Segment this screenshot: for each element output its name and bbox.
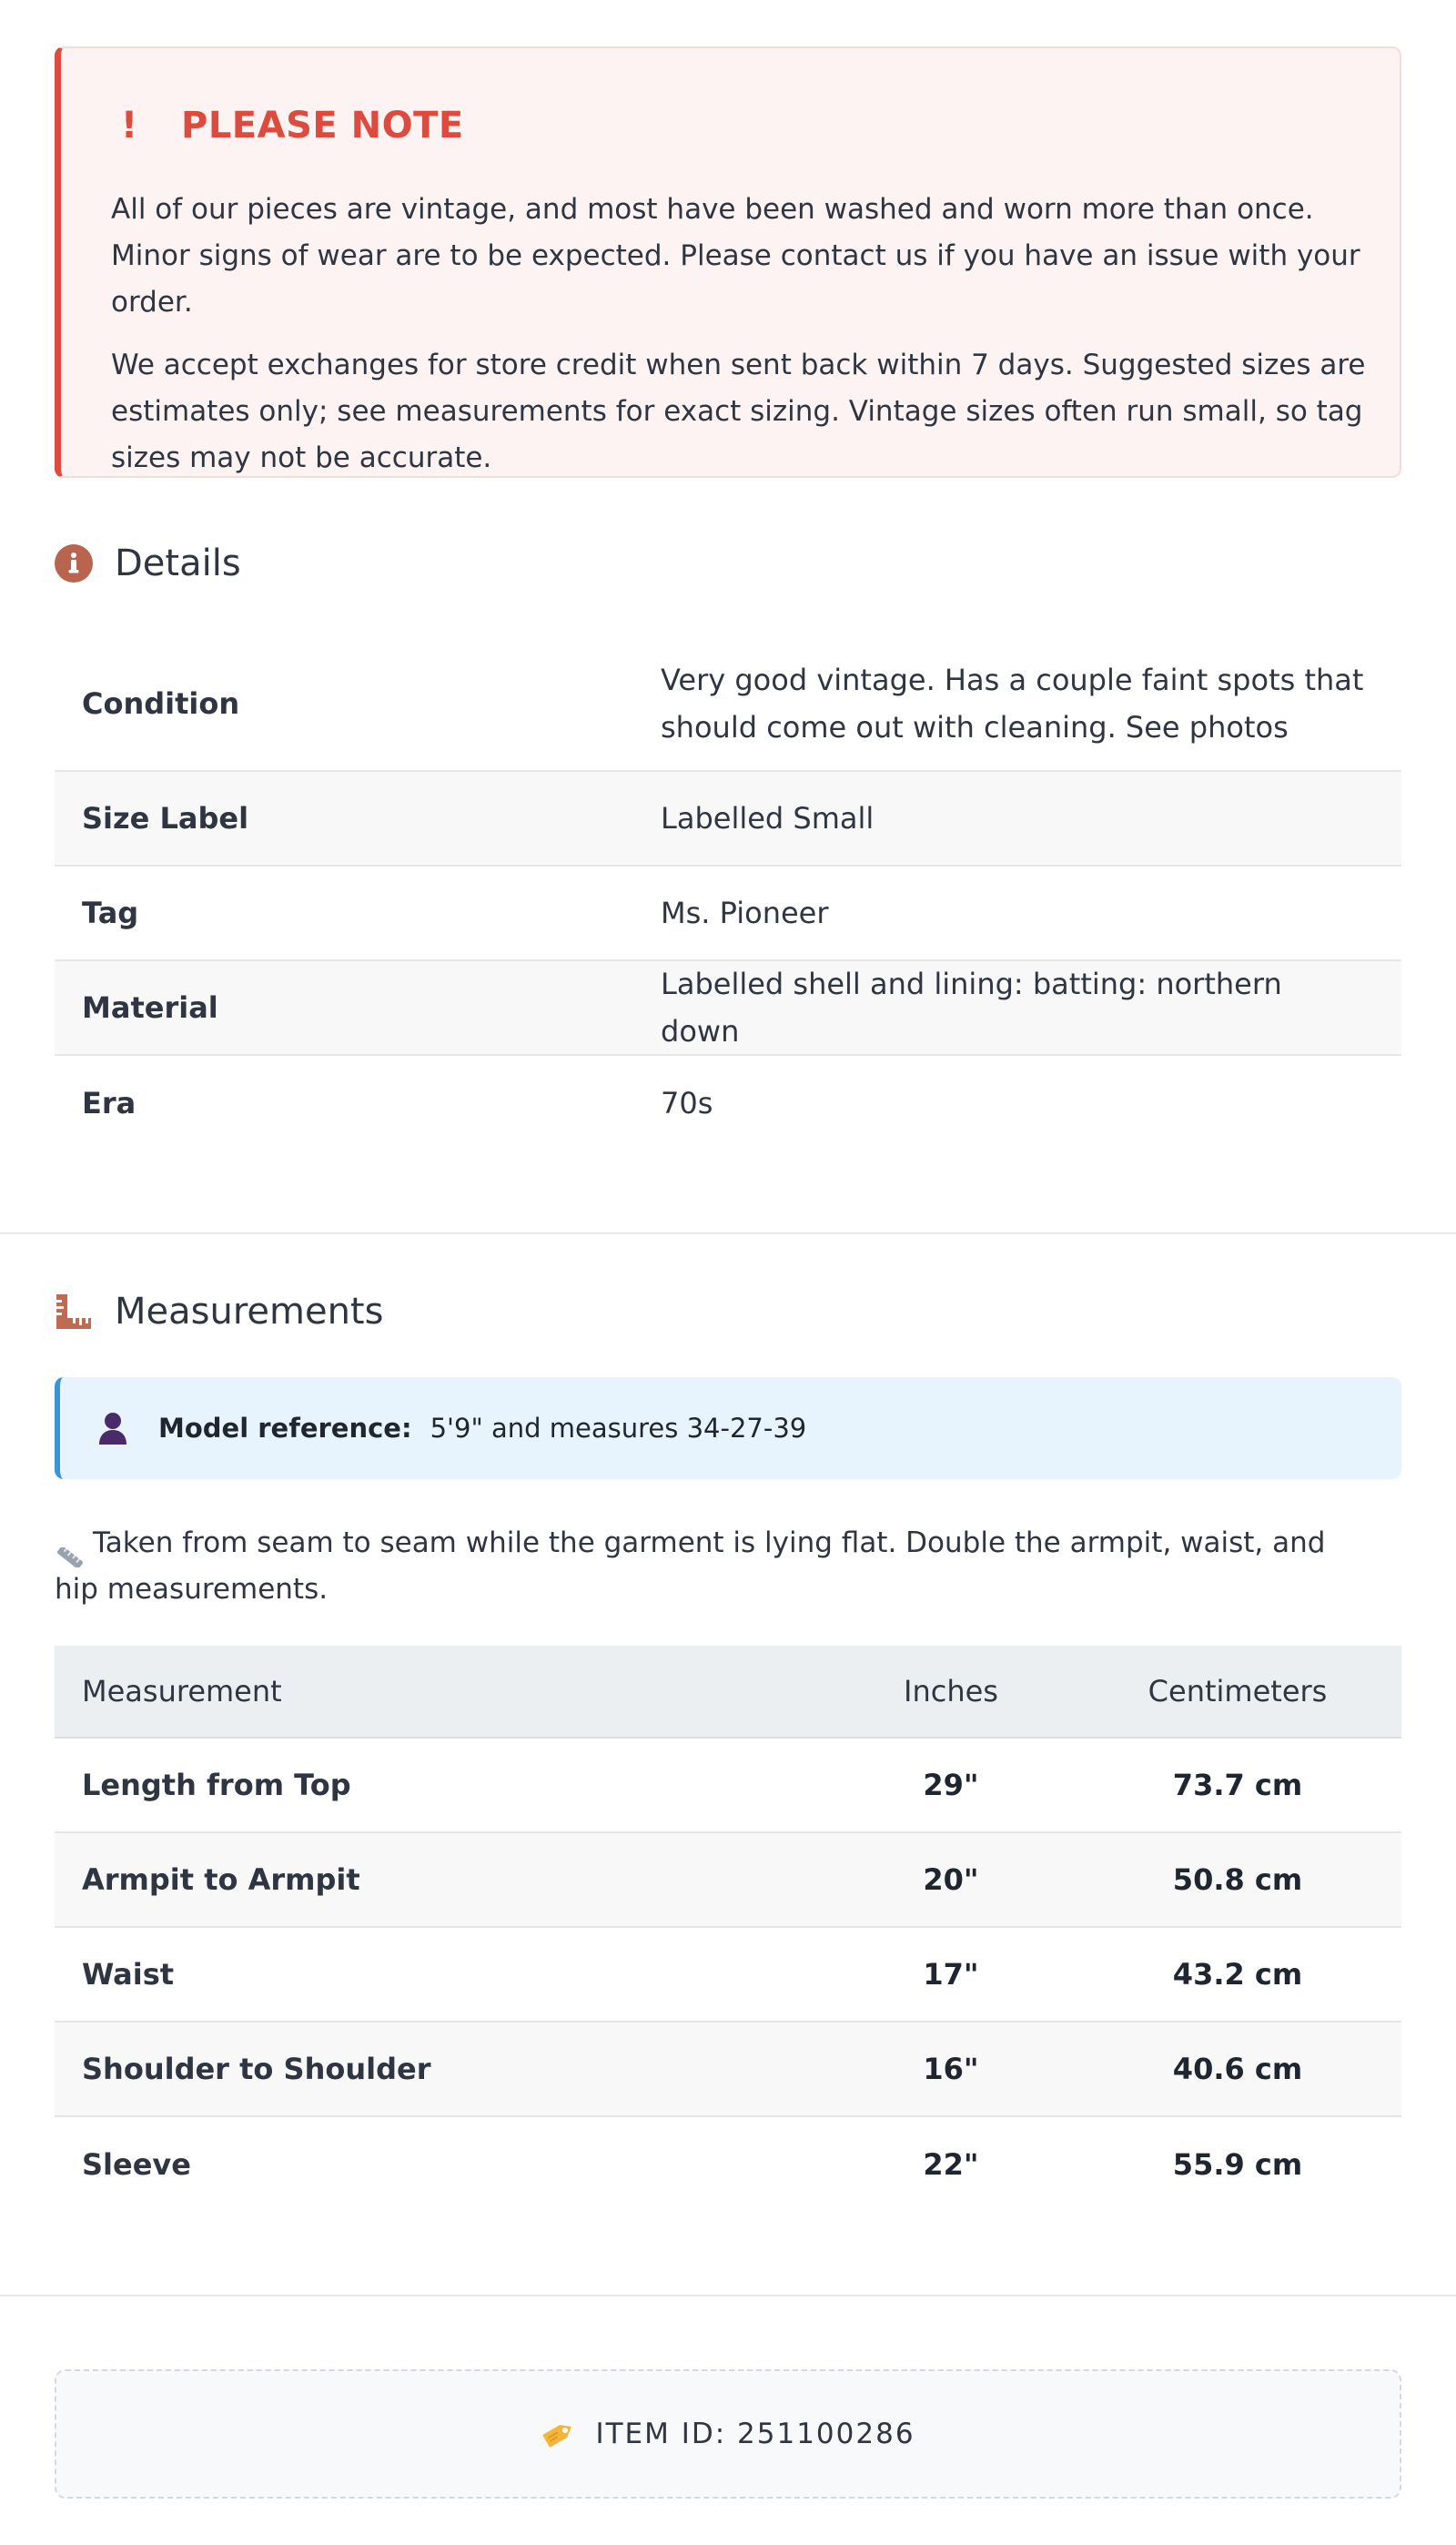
model-reference-value: 5'9" and measures 34-27-39 <box>430 1413 807 1444</box>
details-label: Material <box>82 990 218 1025</box>
info-icon <box>55 544 93 583</box>
measurement-cm: 43.2 cm <box>1172 1957 1303 1992</box>
measurement-inches: 22" <box>923 2147 979 2182</box>
notice-body <box>111 187 1367 498</box>
measurement-cm: 40.6 cm <box>1172 2052 1303 2086</box>
item-id-box <box>55 2369 1401 2499</box>
details-heading <box>55 542 241 584</box>
tag-icon <box>541 2416 577 2452</box>
details-value: Very good vintage. Has a couple faint spots that should come out with cleaning. See photos <box>661 663 1364 745</box>
details-value: Labelled Small <box>661 801 875 836</box>
table-row <box>55 1928 1401 2023</box>
details-row <box>55 1056 1401 1151</box>
notice-header <box>116 105 464 147</box>
details-label: Era <box>82 1086 136 1120</box>
measurement-cm: 50.8 cm <box>1172 1862 1303 1897</box>
measurements-heading <box>55 1291 383 1333</box>
column-header: Centimeters <box>1148 1674 1328 1708</box>
column-header: Inches <box>904 1674 998 1708</box>
details-row <box>55 867 1401 961</box>
measurement-inches: 29" <box>923 1768 979 1802</box>
table-row <box>55 2023 1401 2117</box>
model-reference-box <box>55 1377 1401 1479</box>
ruler-icon <box>55 1293 93 1331</box>
table-row <box>55 1739 1401 1833</box>
measurement-tip-text: Taken from seam to seam while the garment is lying flat. Double the armpit, waist, and hip measurements. <box>55 1526 1326 1606</box>
table-header <box>55 1646 1401 1739</box>
measurement-cm: 73.7 cm <box>1172 1768 1303 1802</box>
details-row <box>55 961 1401 1056</box>
notice-box <box>55 46 1401 478</box>
section-title: Details <box>115 542 241 584</box>
details-value: Ms. Pioneer <box>661 896 829 930</box>
exclamation-icon: ! <box>120 105 138 147</box>
details-label: Tag <box>82 896 139 930</box>
table-row <box>55 1833 1401 1928</box>
measurements-table <box>55 1646 1401 2212</box>
item-id-text: ITEM ID: 251100286 <box>595 2418 915 2450</box>
measurement-inches: 16" <box>923 2052 979 2086</box>
details-row <box>55 772 1401 867</box>
details-label: Size Label <box>82 801 249 836</box>
notice-paragraph: We accept exchanges for store credit when sent back within 7 days. Suggested sizes are estimates only; see measurements for exact sizing. Vintage sizes often run small, so tag sizes may not be accurate. <box>111 349 1366 474</box>
measurement-cm: 55.9 cm <box>1172 2147 1303 2182</box>
measurement-name: Waist <box>82 1957 175 1992</box>
measurement-inches: 20" <box>923 1862 979 1897</box>
notice-paragraph: All of our pieces are vintage, and most have been washed and worn more than once. Minor signs of wear are to be expected. Please contact us if you have an issue with your order. <box>111 193 1360 319</box>
notice-title: PLEASE NOTE <box>181 105 464 147</box>
measurement-name: Sleeve <box>82 2147 191 2182</box>
measurement-name: Length from Top <box>82 1768 351 1802</box>
column-header: Measurement <box>82 1674 282 1708</box>
measurement-name: Armpit to Armpit <box>82 1862 360 1897</box>
details-label: Condition <box>82 686 240 721</box>
person-icon <box>96 1410 129 1446</box>
measurement-inches: 17" <box>923 1957 979 1992</box>
section-divider <box>0 1232 1456 1234</box>
ruler-small-icon <box>55 1536 86 1554</box>
model-reference-label: Model reference: <box>158 1413 412 1444</box>
details-table <box>55 637 1401 1151</box>
measurement-name: Shoulder to Shoulder <box>82 2052 431 2086</box>
table-row <box>55 2117 1401 2212</box>
section-divider <box>0 2295 1456 2297</box>
details-value: Labelled shell and lining: batting: northern down <box>661 967 1282 1049</box>
section-title: Measurements <box>115 1291 384 1333</box>
details-value: 70s <box>661 1086 713 1120</box>
measurement-tip <box>55 1520 1365 1613</box>
details-row <box>55 637 1401 772</box>
